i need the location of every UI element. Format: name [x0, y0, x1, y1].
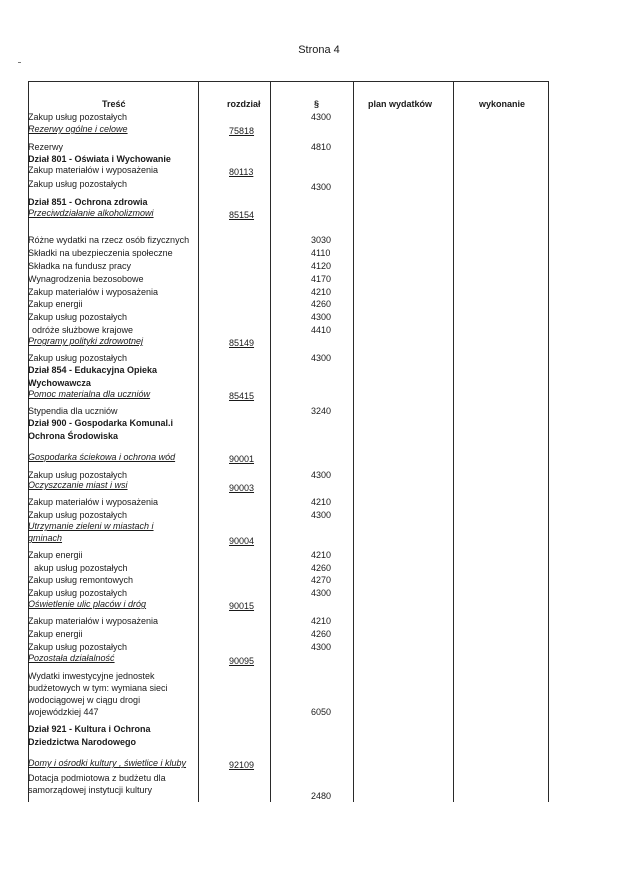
row-chapter: 80113 [229, 167, 254, 177]
row-paragraph: 3030 [311, 235, 332, 245]
header-tresc: Treść [102, 99, 126, 109]
row-description: Dział 900 - Gospodarka Komunal.i [28, 418, 174, 428]
table-right-border [548, 81, 549, 802]
column-divider [353, 81, 354, 802]
row-paragraph: 4260 [311, 563, 332, 573]
row-description: Zakup usług pozostałych [28, 510, 128, 520]
row-description: Zakup usług pozostałych [28, 353, 128, 363]
row-description: Dział 921 - Kultura i Ochrona [28, 724, 151, 734]
row-chapter: 75818 [229, 126, 255, 136]
row-description: Zakup usług pozostałych [28, 588, 128, 598]
column-divider [453, 81, 454, 802]
row-description: Zakup materiałów i wyposażenia [28, 616, 159, 626]
row-description: budżetowych w tym: wymiana sieci [28, 683, 168, 693]
row-description: samorządowej instytucji kultury [28, 785, 153, 795]
row-paragraph: 4810 [311, 142, 332, 152]
row-paragraph: 4260 [311, 629, 332, 639]
row-description: Zakup usług pozostałych [28, 179, 128, 189]
row-description: Dział 801 - Oświata i Wychowanie [28, 154, 171, 164]
row-description: Dział 854 - Edukacyjna Opieka [28, 365, 158, 375]
row-chapter: 85415 [229, 391, 255, 401]
row-description: Wydatki inwestycyjne jednostek [28, 671, 155, 681]
row-description: Przeciwdziałanie alkoholizmowi [28, 208, 154, 218]
row-description: Zakup materiałów i wyposażenia [28, 497, 159, 507]
row-description: Gospodarka ściekowa i ochrona wód [28, 452, 176, 462]
row-description: Pomoc materialna dla uczniów [28, 389, 151, 399]
row-paragraph: 4210 [311, 616, 332, 626]
header-paragraf: § [314, 99, 320, 109]
row-description: Rezerwy [28, 142, 64, 152]
header-wykonanie: wykonanie [479, 99, 526, 109]
row-chapter: 90095 [229, 656, 255, 666]
row-chapter: 92109 [229, 760, 255, 770]
row-chapter: 90015 [229, 601, 255, 611]
row-paragraph: 4300 [311, 510, 332, 520]
row-chapter: 90003 [229, 483, 255, 493]
row-paragraph: 4300 [311, 470, 332, 480]
table-top-border [28, 81, 549, 82]
row-paragraph: 4300 [311, 642, 332, 652]
row-description: Ochrona Środowiska [28, 431, 119, 441]
row-paragraph: 4210 [311, 287, 332, 297]
row-description: Zakup materiałów i wyposażenia [28, 287, 159, 297]
row-paragraph: 6050 [311, 707, 332, 717]
row-description: gminach [28, 533, 63, 543]
row-paragraph: 4210 [311, 550, 332, 560]
scan-speck [18, 62, 21, 63]
row-description: Dział 851 - Ochrona zdrowia [28, 197, 148, 207]
row-description: Zakup usług remontowych [28, 575, 134, 585]
row-description: akup usług pozostałych [34, 563, 128, 573]
row-paragraph: 4300 [311, 112, 332, 122]
row-paragraph: 2480 [311, 791, 332, 801]
row-paragraph: 4210 [311, 497, 332, 507]
row-description: Wychowawcza [28, 378, 91, 388]
row-description: Zakup usług pozostałych [28, 312, 128, 322]
row-description: Utrzymanie zieleni w miastach i [28, 521, 154, 531]
column-divider [198, 81, 199, 802]
row-description: Zakup energii [28, 299, 83, 309]
row-description: Zakup usług pozostałych [28, 470, 128, 480]
row-description: Zakup usług pozostałych [28, 642, 128, 652]
row-description: wodociągowej w ciągu drogi [28, 695, 141, 705]
row-description: Zakup materiałów i wyposażenia [28, 165, 159, 175]
row-paragraph: 4260 [311, 299, 332, 309]
row-description: Dotacja podmiotowa z budżetu dla [28, 773, 166, 783]
row-paragraph: 3240 [311, 406, 332, 416]
row-chapter: 85149 [229, 338, 255, 348]
row-paragraph: 4300 [311, 353, 332, 363]
row-description: Zakup energii [28, 629, 83, 639]
row-chapter: 85154 [229, 210, 255, 220]
row-description: Programy polityki zdrowotnej [28, 336, 144, 346]
row-description: Oświetlenie ulic placów i dróg [28, 599, 147, 609]
row-paragraph: 4300 [311, 182, 332, 192]
row-paragraph: 4300 [311, 588, 332, 598]
row-description: Rezerwy ogólne i celowe [28, 124, 128, 134]
row-paragraph: 4410 [311, 325, 332, 335]
row-paragraph: 4170 [311, 274, 332, 284]
row-description: Zakup energii [28, 550, 83, 560]
row-paragraph: 4120 [311, 261, 332, 271]
row-description: odróże służbowe krajowe [32, 325, 134, 335]
row-description: Zakup usług pozostałych [28, 112, 128, 122]
row-description: Domy i ośrodki kultury , świetlice i kluby [28, 758, 187, 768]
row-description: Składka na fundusz pracy [28, 261, 132, 271]
column-divider [270, 81, 271, 802]
row-description: wojewódzkiej 447 [28, 707, 99, 717]
page-title: Strona 4 [298, 44, 340, 56]
row-paragraph: 4110 [311, 248, 331, 258]
row-chapter: 90004 [229, 536, 255, 546]
row-description: Składki na ubezpieczenia społeczne [28, 248, 173, 258]
row-chapter: 90001 [229, 454, 255, 464]
row-paragraph: 4270 [311, 575, 332, 585]
row-description: Różne wydatki na rzecz osób fizycznych [28, 235, 190, 245]
row-description: Dziedzictwa Narodowego [28, 737, 137, 747]
header-rozdzial: rozdział [227, 99, 261, 109]
row-description: Oczyszczanie miast i wsi [28, 480, 128, 490]
row-description: Stypendia dla uczniów [28, 406, 118, 416]
row-description: Wynagrodzenia bezosobowe [28, 274, 144, 284]
header-plan: plan wydatków [368, 99, 433, 109]
row-description: Pozostała działalność [28, 653, 115, 663]
row-paragraph: 4300 [311, 312, 332, 322]
